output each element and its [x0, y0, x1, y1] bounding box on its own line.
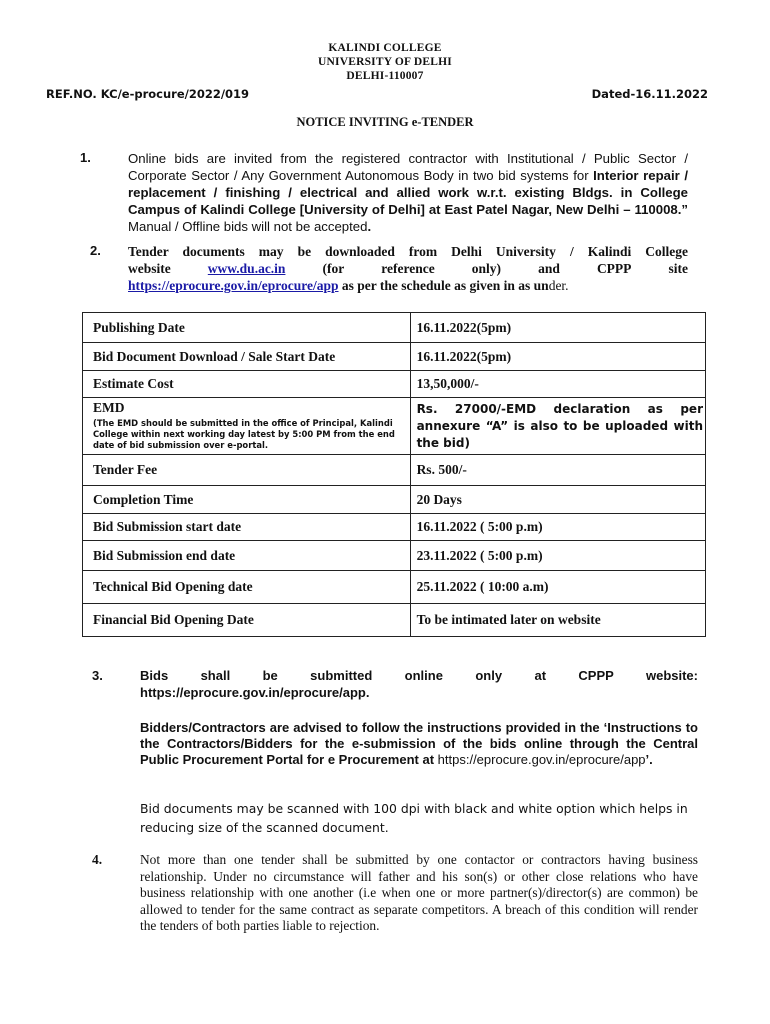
and-word: and: [538, 261, 560, 276]
advice-end: ’.: [645, 752, 653, 767]
dated: Dated-16.11.2022: [591, 87, 708, 101]
scan-note: Bid documents may be scanned with 100 dpi with black and white option which helps in reducing size of the scanned document.: [140, 801, 688, 835]
website-word: website: [128, 261, 171, 276]
reference-word: reference: [381, 261, 435, 276]
para-1-text-a: Online bids are invited from the registered contractor with Institutional / Public Sector / Corporate Sector / Any Government Autonomous Body in two bid systems for: [128, 151, 688, 183]
para-3-url: https://eprocure.gov.in/eprocure/app.: [140, 685, 370, 700]
emd-value-cell: [410, 398, 705, 455]
schedule-table: [82, 312, 706, 637]
schedule-label: Bid Submission start date: [83, 514, 411, 541]
para-2-line-3: [128, 277, 688, 294]
para-2-line-1: Tender documents may be downloaded from Delhi University / Kalindi College: [128, 244, 688, 259]
table-row: [83, 343, 706, 371]
para-3-number: 3.: [92, 668, 103, 683]
site-word: site: [668, 261, 688, 276]
schedule-value: 16.11.2022(5pm): [410, 343, 705, 371]
schedule-label: Bid Submission end date: [83, 541, 411, 571]
schedule-label: Bid Document Download / Sale Start Date: [83, 343, 411, 371]
para-1-text-b: Manual / Offline bids will not be accepted: [128, 219, 368, 234]
schedule-value: 20 Days: [410, 486, 705, 514]
schedule-value: 25.11.2022 ( 10:00 a.m): [410, 571, 705, 604]
college-name: KALINDI COLLEGE: [328, 42, 442, 54]
para-1-number: 1.: [80, 150, 91, 165]
advice-url: https://eprocure.gov.in/eprocure/app: [437, 752, 646, 767]
table-row: [83, 604, 706, 637]
para-2-number: 2.: [90, 243, 101, 258]
page-title: NOTICE INVITING e-TENDER: [296, 115, 474, 129]
table-row: [83, 541, 706, 571]
para-1-period: .: [367, 219, 372, 234]
city-line: DELHI-110007: [346, 70, 424, 82]
schedule-value: 16.11.2022(5pm): [410, 313, 705, 343]
schedule-value: Rs. 27000/-EMD declaration as per annexure “A” is also to be uploaded with the bid): [416, 401, 703, 450]
para-3-advice: [140, 720, 698, 768]
schedule-label: Publishing Date: [83, 313, 411, 343]
schedule-label: Technical Bid Opening date: [83, 571, 411, 604]
para-2: [128, 243, 688, 294]
table-row: [83, 398, 706, 455]
university-name: UNIVERSITY OF DELHI: [318, 56, 452, 68]
para-3-line-1: Bids shall be submitted online only at CPPP website:: [140, 668, 698, 683]
advice-text: Bidders/Contractors are advised to follow the instructions provided in the ‘Instructions to the Contractors/Bidders for the e-submission of the bids online through the Central Public Procurement Portal for e Procurement at: [140, 720, 698, 767]
para-1: [128, 150, 688, 235]
emd-cell: [83, 398, 411, 455]
para-4-number: 4.: [92, 852, 103, 867]
table-row: [83, 486, 706, 514]
schedule-label: Completion Time: [83, 486, 411, 514]
schedule-value: 13,50,000/-: [410, 371, 705, 398]
para-1-work-title: Interior repair / replacement / finishing / electrical and allied work w.r.t. existing Bldgs. in College Campus of Kalindi College [University of Delhi] at East Patel Nagar, New Delhi – 110008.”: [128, 168, 688, 217]
table-row: [83, 371, 706, 398]
for-word: (for: [322, 261, 345, 276]
para-2-line-2: [128, 260, 688, 277]
schedule-label: Tender Fee: [83, 455, 411, 486]
du-website-link[interactable]: www.du.ac.in: [207, 261, 286, 276]
only-word: only): [471, 261, 502, 276]
table-row: [83, 455, 706, 486]
schedule-label: Estimate Cost: [83, 371, 411, 398]
schedule-label: EMD: [93, 400, 125, 415]
table-row: [83, 313, 706, 343]
table-row: [83, 571, 706, 604]
emd-note: (The EMD should be submitted in the office of Principal, Kalindi College within next working day latest by 5:00 PM from the end date of bid submission over e-portal.: [93, 418, 395, 450]
schedule-value: 23.11.2022 ( 5:00 p.m): [410, 541, 705, 571]
para-2-rest-end: der.: [548, 278, 569, 293]
para-4-text: Not more than one tender shall be submitted by one contactor or contractors having business relationship. Under no circumstance will father and his son(s) or other close relations who have business relationship with one another (i.e when one or more partner(s)/director(s) are common) be allowed to tender for the same contract as separate competitors. A breach of this condition will render the tenders of both parties liable to rejection.: [140, 852, 698, 933]
schedule-value: 16.11.2022 ( 5:00 p.m): [410, 514, 705, 541]
table-row: [83, 514, 706, 541]
schedule-value: Rs. 500/-: [410, 455, 705, 486]
eprocure-link[interactable]: https://eprocure.gov.in/eprocure/app: [128, 278, 339, 293]
schedule-value: To be intimated later on website: [410, 604, 705, 637]
reference-number: REF.NO. KC/e-procure/2022/019: [46, 87, 250, 101]
cppp-word: CPPP: [596, 261, 632, 276]
para-2-rest: as per the schedule as given in as un: [338, 278, 549, 293]
schedule-label: Financial Bid Opening Date: [83, 604, 411, 637]
